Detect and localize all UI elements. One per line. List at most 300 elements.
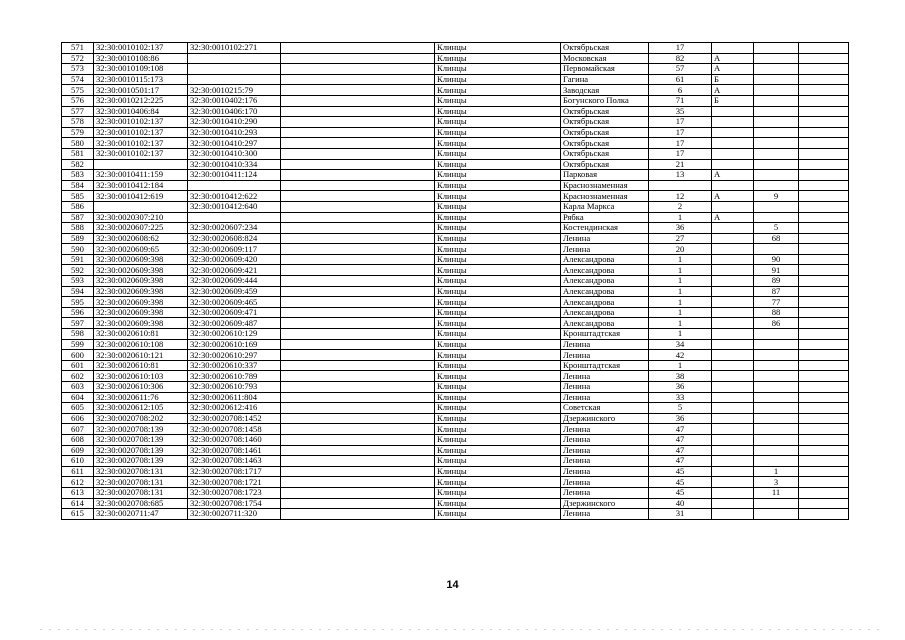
premises-cadastral-number-cell: 32:30:0020611:804	[188, 392, 281, 403]
apartment-number-cell: 90	[754, 254, 799, 265]
house-number-cell: 45	[649, 466, 712, 477]
table-row	[62, 392, 849, 403]
city-cell: Клинцы	[435, 254, 561, 265]
empty-cell	[799, 487, 849, 498]
page-number: 14	[446, 579, 459, 591]
building-letter-cell	[712, 127, 754, 138]
cadastral-number-cell: 32:30:0020609:398	[94, 286, 188, 297]
table-row	[62, 53, 849, 64]
empty-cell	[281, 276, 435, 287]
city-cell: Клинцы	[435, 466, 561, 477]
building-letter-cell	[712, 477, 754, 488]
table-row	[62, 127, 849, 138]
row-number-cell: 594	[62, 286, 94, 297]
premises-cadastral-number-cell: 32:30:0010102:271	[188, 43, 281, 54]
building-letter-cell	[712, 117, 754, 128]
premises-cadastral-number-cell: 32:30:0020708:1721	[188, 477, 281, 488]
empty-cell	[281, 434, 435, 445]
row-number-cell: 593	[62, 276, 94, 287]
house-number-cell: 1	[649, 329, 712, 340]
empty-cell	[281, 180, 435, 191]
empty-cell	[799, 233, 849, 244]
apartment-number-cell: 11	[754, 487, 799, 498]
city-cell: Клинцы	[435, 244, 561, 255]
street-cell: Октябрьская	[561, 159, 649, 170]
city-cell: Клинцы	[435, 212, 561, 223]
empty-cell	[281, 170, 435, 181]
street-cell: Ленина	[561, 466, 649, 477]
street-cell: Дзержинского	[561, 413, 649, 424]
apartment-number-cell	[754, 403, 799, 414]
building-letter-cell	[712, 244, 754, 255]
house-number-cell: 1	[649, 307, 712, 318]
apartment-number-cell	[754, 456, 799, 467]
premises-cadastral-number-cell: 32:30:0020609:444	[188, 276, 281, 287]
row-number-cell: 602	[62, 371, 94, 382]
row-number-cell: 610	[62, 456, 94, 467]
cadastral-number-cell: 32:30:0020307:210	[94, 212, 188, 223]
empty-cell	[281, 159, 435, 170]
empty-cell	[799, 53, 849, 64]
table-row	[62, 276, 849, 287]
empty-cell	[799, 382, 849, 393]
building-letter-cell: А	[712, 85, 754, 96]
house-number-cell: 21	[649, 159, 712, 170]
premises-cadastral-number-cell: 32:30:0010411:124	[188, 170, 281, 181]
city-cell: Клинцы	[435, 276, 561, 287]
empty-cell	[799, 170, 849, 181]
row-number-cell: 575	[62, 85, 94, 96]
street-cell: Октябрьская	[561, 148, 649, 159]
premises-cadastral-number-cell: 32:30:0020711:320	[188, 509, 281, 520]
street-cell: Ленина	[561, 434, 649, 445]
street-cell: Ленина	[561, 382, 649, 393]
cadastral-number-cell: 32:30:0020609:398	[94, 254, 188, 265]
table-row	[62, 85, 849, 96]
table-row	[62, 413, 849, 424]
street-cell: Ленина	[561, 456, 649, 467]
empty-cell	[799, 286, 849, 297]
table-row	[62, 74, 849, 85]
empty-cell	[799, 265, 849, 276]
row-number-cell: 576	[62, 95, 94, 106]
cadastral-number-cell: 32:30:0020708:131	[94, 466, 188, 477]
empty-cell	[799, 297, 849, 308]
premises-cadastral-number-cell: 32:30:0020610:129	[188, 329, 281, 340]
premises-cadastral-number-cell: 32:30:0020610:337	[188, 360, 281, 371]
city-cell: Клинцы	[435, 297, 561, 308]
row-number-cell: 597	[62, 318, 94, 329]
premises-cadastral-number-cell	[188, 74, 281, 85]
premises-cadastral-number-cell: 32:30:0010410:334	[188, 159, 281, 170]
city-cell: Клинцы	[435, 509, 561, 520]
building-letter-cell	[712, 424, 754, 435]
city-cell: Клинцы	[435, 223, 561, 234]
premises-cadastral-number-cell: 32:30:0020609:459	[188, 286, 281, 297]
cadastral-number-cell: 32:30:0020708:131	[94, 477, 188, 488]
house-number-cell: 47	[649, 445, 712, 456]
house-number-cell: 36	[649, 382, 712, 393]
cadastral-number-cell: 32:30:0020610:108	[94, 339, 188, 350]
cadastral-number-cell: 32:30:0020609:398	[94, 307, 188, 318]
cadastral-number-cell: 32:30:0010212:225	[94, 95, 188, 106]
apartment-number-cell	[754, 64, 799, 75]
table-row	[62, 487, 849, 498]
table-row	[62, 212, 849, 223]
city-cell: Клинцы	[435, 53, 561, 64]
house-number-cell: 61	[649, 74, 712, 85]
building-letter-cell: Б	[712, 95, 754, 106]
table-row	[62, 254, 849, 265]
cadastral-number-cell: 32:30:0020610:103	[94, 371, 188, 382]
house-number-cell: 36	[649, 223, 712, 234]
apartment-number-cell	[754, 170, 799, 181]
table-row	[62, 466, 849, 477]
row-number-cell: 606	[62, 413, 94, 424]
city-cell: Клинцы	[435, 477, 561, 488]
empty-cell	[799, 403, 849, 414]
table-row	[62, 339, 849, 350]
city-cell: Клинцы	[435, 424, 561, 435]
apartment-number-cell: 5	[754, 223, 799, 234]
street-cell: Парковая	[561, 170, 649, 181]
building-letter-cell	[712, 138, 754, 149]
premises-cadastral-number-cell: 32:30:0020609:420	[188, 254, 281, 265]
row-number-cell: 615	[62, 509, 94, 520]
building-letter-cell	[712, 307, 754, 318]
empty-cell	[281, 117, 435, 128]
city-cell: Клинцы	[435, 329, 561, 340]
street-cell: Заводская	[561, 85, 649, 96]
city-cell: Клинцы	[435, 265, 561, 276]
premises-cadastral-number-cell: 32:30:0010412:640	[188, 201, 281, 212]
house-number-cell: 71	[649, 95, 712, 106]
cadastral-number-cell: 32:30:0010102:137	[94, 148, 188, 159]
cadastral-number-cell: 32:30:0020708:139	[94, 424, 188, 435]
table-row	[62, 106, 849, 117]
house-number-cell: 6	[649, 85, 712, 96]
street-cell: Октябрьская	[561, 117, 649, 128]
apartment-number-cell: 91	[754, 265, 799, 276]
premises-cadastral-number-cell: 32:30:0020609:465	[188, 297, 281, 308]
apartment-number-cell	[754, 212, 799, 223]
empty-cell	[281, 233, 435, 244]
street-cell: Октябрьская	[561, 106, 649, 117]
empty-cell	[281, 212, 435, 223]
table-row	[62, 286, 849, 297]
city-cell: Клинцы	[435, 487, 561, 498]
premises-cadastral-number-cell	[188, 64, 281, 75]
building-letter-cell	[712, 276, 754, 287]
row-number-cell: 586	[62, 201, 94, 212]
row-number-cell: 613	[62, 487, 94, 498]
city-cell: Клинцы	[435, 170, 561, 181]
cadastral-number-cell: 32:30:0010102:137	[94, 43, 188, 54]
cadastral-number-cell: 32:30:0010115:173	[94, 74, 188, 85]
table-row	[62, 201, 849, 212]
street-cell: Дзержинского	[561, 498, 649, 509]
premises-cadastral-number-cell: 32:30:0020612:416	[188, 403, 281, 414]
city-cell: Клинцы	[435, 106, 561, 117]
row-number-cell: 589	[62, 233, 94, 244]
street-cell: Александрова	[561, 276, 649, 287]
apartment-number-cell	[754, 413, 799, 424]
empty-cell	[281, 371, 435, 382]
table-row	[62, 233, 849, 244]
cadastral-number-cell: 32:30:0020708:139	[94, 434, 188, 445]
street-cell: Ленина	[561, 233, 649, 244]
building-letter-cell	[712, 180, 754, 191]
scan-artifact-line	[40, 629, 880, 630]
cadastral-number-cell: 32:30:0010412:184	[94, 180, 188, 191]
row-number-cell: 587	[62, 212, 94, 223]
empty-cell	[799, 360, 849, 371]
cadastral-number-cell: 32:30:0020609:398	[94, 318, 188, 329]
apartment-number-cell	[754, 498, 799, 509]
empty-cell	[281, 456, 435, 467]
building-letter-cell	[712, 329, 754, 340]
empty-cell	[281, 244, 435, 255]
empty-cell	[281, 223, 435, 234]
empty-cell	[281, 445, 435, 456]
house-number-cell: 40	[649, 498, 712, 509]
house-number-cell: 5	[649, 403, 712, 414]
table-row	[62, 244, 849, 255]
premises-cadastral-number-cell: 32:30:0020609:421	[188, 265, 281, 276]
premises-cadastral-number-cell	[188, 212, 281, 223]
building-letter-cell	[712, 297, 754, 308]
house-number-cell: 1	[649, 360, 712, 371]
street-cell: Ленина	[561, 392, 649, 403]
premises-cadastral-number-cell: 32:30:0010406:170	[188, 106, 281, 117]
table-row	[62, 403, 849, 414]
cadastral-number-cell: 32:30:0010411:159	[94, 170, 188, 181]
premises-cadastral-number-cell: 32:30:0020610:169	[188, 339, 281, 350]
street-cell: Октябрьская	[561, 127, 649, 138]
row-number-cell: 600	[62, 350, 94, 361]
building-letter-cell	[712, 223, 754, 234]
street-cell: Первомайская	[561, 64, 649, 75]
street-cell: Кронштадтская	[561, 329, 649, 340]
cadastral-number-cell: 32:30:0010102:137	[94, 117, 188, 128]
row-number-cell: 601	[62, 360, 94, 371]
cadastral-number-cell: 32:30:0010501:17	[94, 85, 188, 96]
cadastral-number-cell: 32:30:0020612:105	[94, 403, 188, 414]
apartment-number-cell	[754, 53, 799, 64]
cadastral-number-cell: 32:30:0020607:225	[94, 223, 188, 234]
empty-cell	[799, 456, 849, 467]
empty-cell	[799, 339, 849, 350]
row-number-cell: 605	[62, 403, 94, 414]
city-cell: Клинцы	[435, 180, 561, 191]
house-number-cell: 45	[649, 477, 712, 488]
premises-cadastral-number-cell: 32:30:0020609:117	[188, 244, 281, 255]
table-row	[62, 477, 849, 488]
house-number-cell: 47	[649, 456, 712, 467]
house-number-cell: 1	[649, 276, 712, 287]
city-cell: Клинцы	[435, 286, 561, 297]
empty-cell	[281, 286, 435, 297]
table-row	[62, 117, 849, 128]
empty-cell	[281, 403, 435, 414]
apartment-number-cell: 89	[754, 276, 799, 287]
street-cell: Александрова	[561, 318, 649, 329]
street-cell: Александрова	[561, 265, 649, 276]
premises-cadastral-number-cell: 32:30:0020609:471	[188, 307, 281, 318]
empty-cell	[281, 424, 435, 435]
empty-cell	[799, 329, 849, 340]
building-letter-cell: Б	[712, 74, 754, 85]
apartment-number-cell	[754, 392, 799, 403]
cadastral-number-cell: 32:30:0020609:398	[94, 265, 188, 276]
row-number-cell: 580	[62, 138, 94, 149]
premises-cadastral-number-cell: 32:30:0020708:1717	[188, 466, 281, 477]
cadastral-number-cell: 32:30:0020610:306	[94, 382, 188, 393]
street-cell: Ленина	[561, 371, 649, 382]
building-letter-cell: А	[712, 53, 754, 64]
row-number-cell: 590	[62, 244, 94, 255]
table-row	[62, 265, 849, 276]
house-number-cell: 17	[649, 43, 712, 54]
table-row	[62, 509, 849, 520]
house-number-cell: 1	[649, 265, 712, 276]
house-number-cell: 17	[649, 127, 712, 138]
premises-cadastral-number-cell: 32:30:0010410:300	[188, 148, 281, 159]
empty-cell	[799, 180, 849, 191]
street-cell: Краснознаменная	[561, 180, 649, 191]
apartment-number-cell	[754, 434, 799, 445]
city-cell: Клинцы	[435, 382, 561, 393]
empty-cell	[799, 371, 849, 382]
row-number-cell: 592	[62, 265, 94, 276]
table-row	[62, 382, 849, 393]
empty-cell	[799, 74, 849, 85]
city-cell: Клинцы	[435, 445, 561, 456]
house-number-cell: 31	[649, 509, 712, 520]
apartment-number-cell	[754, 350, 799, 361]
empty-cell	[799, 106, 849, 117]
premises-cadastral-number-cell: 32:30:0020708:1452	[188, 413, 281, 424]
apartment-number-cell	[754, 180, 799, 191]
building-letter-cell	[712, 466, 754, 477]
city-cell: Клинцы	[435, 159, 561, 170]
building-letter-cell	[712, 487, 754, 498]
apartment-number-cell	[754, 371, 799, 382]
city-cell: Клинцы	[435, 456, 561, 467]
row-number-cell: 583	[62, 170, 94, 181]
premises-cadastral-number-cell	[188, 180, 281, 191]
street-cell: Ленина	[561, 339, 649, 350]
empty-cell	[799, 148, 849, 159]
empty-cell	[799, 276, 849, 287]
premises-cadastral-number-cell: 32:30:0020708:1458	[188, 424, 281, 435]
apartment-number-cell	[754, 117, 799, 128]
empty-cell	[281, 64, 435, 75]
row-number-cell: 574	[62, 74, 94, 85]
row-number-cell: 614	[62, 498, 94, 509]
street-cell: Ленина	[561, 509, 649, 520]
city-cell: Клинцы	[435, 350, 561, 361]
building-letter-cell	[712, 498, 754, 509]
building-letter-cell	[712, 318, 754, 329]
cadastral-registry-table	[61, 42, 849, 520]
row-number-cell: 572	[62, 53, 94, 64]
building-letter-cell	[712, 159, 754, 170]
house-number-cell: 27	[649, 233, 712, 244]
street-cell: Ленина	[561, 244, 649, 255]
house-number-cell: 20	[649, 244, 712, 255]
cadastral-number-cell: 32:30:0020609:398	[94, 276, 188, 287]
apartment-number-cell: 68	[754, 233, 799, 244]
row-number-cell: 608	[62, 434, 94, 445]
table-row	[62, 138, 849, 149]
house-number-cell: 17	[649, 117, 712, 128]
empty-cell	[799, 477, 849, 488]
street-cell: Александрова	[561, 307, 649, 318]
row-number-cell: 607	[62, 424, 94, 435]
row-number-cell: 582	[62, 159, 94, 170]
premises-cadastral-number-cell: 32:30:0010412:622	[188, 191, 281, 202]
apartment-number-cell: 9	[754, 191, 799, 202]
cadastral-number-cell: 32:30:0020609:65	[94, 244, 188, 255]
street-cell: Александрова	[561, 286, 649, 297]
city-cell: Клинцы	[435, 138, 561, 149]
premises-cadastral-number-cell: 32:30:0020610:297	[188, 350, 281, 361]
cadastral-number-cell: 32:30:0010108:86	[94, 53, 188, 64]
apartment-number-cell	[754, 74, 799, 85]
street-cell: Краснознаменная	[561, 191, 649, 202]
empty-cell	[281, 498, 435, 509]
row-number-cell: 579	[62, 127, 94, 138]
empty-cell	[281, 53, 435, 64]
table-row	[62, 445, 849, 456]
cadastral-number-cell: 32:30:0020610:81	[94, 360, 188, 371]
empty-cell	[281, 382, 435, 393]
row-number-cell: 599	[62, 339, 94, 350]
table-row	[62, 498, 849, 509]
premises-cadastral-number-cell: 32:30:0020609:487	[188, 318, 281, 329]
cadastral-number-cell: 32:30:0020708:202	[94, 413, 188, 424]
empty-cell	[799, 43, 849, 54]
empty-cell	[799, 117, 849, 128]
street-cell: Карла Маркса	[561, 201, 649, 212]
empty-cell	[281, 95, 435, 106]
city-cell: Клинцы	[435, 64, 561, 75]
apartment-number-cell	[754, 329, 799, 340]
cadastral-number-cell	[94, 159, 188, 170]
house-number-cell: 34	[649, 339, 712, 350]
empty-cell	[281, 138, 435, 149]
street-cell: Рябка	[561, 212, 649, 223]
empty-cell	[281, 307, 435, 318]
house-number-cell: 57	[649, 64, 712, 75]
row-number-cell: 571	[62, 43, 94, 54]
empty-cell	[799, 223, 849, 234]
empty-cell	[281, 360, 435, 371]
city-cell: Клинцы	[435, 85, 561, 96]
house-number-cell: 47	[649, 424, 712, 435]
cadastral-number-cell: 32:30:0020708:685	[94, 498, 188, 509]
street-cell: Московская	[561, 53, 649, 64]
cadastral-number-cell: 32:30:0020708:131	[94, 487, 188, 498]
building-letter-cell: А	[712, 170, 754, 181]
building-letter-cell	[712, 509, 754, 520]
premises-cadastral-number-cell: 32:30:0020708:1460	[188, 434, 281, 445]
table-row	[62, 170, 849, 181]
apartment-number-cell	[754, 127, 799, 138]
house-number-cell: 1	[649, 286, 712, 297]
house-number-cell: 45	[649, 487, 712, 498]
